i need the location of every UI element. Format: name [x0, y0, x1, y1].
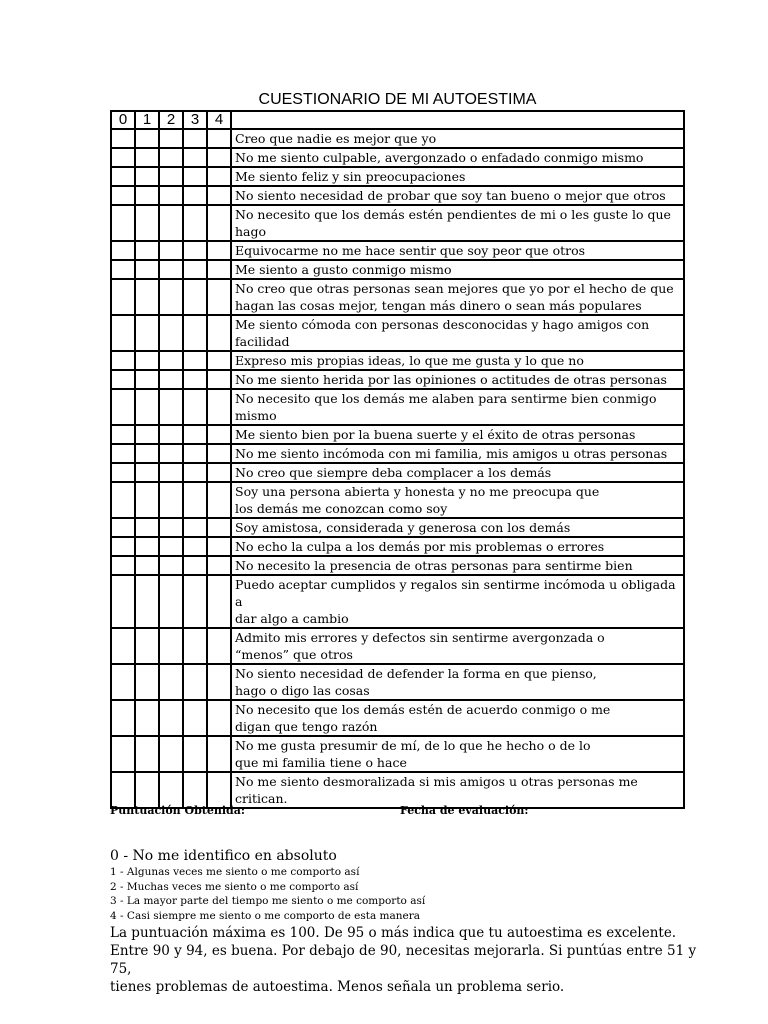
scale-header-4: 4: [207, 111, 231, 129]
statement-row: [111, 389, 684, 425]
table-header-row: [111, 111, 684, 129]
score-box-2[interactable]: [159, 279, 183, 315]
score-box-0[interactable]: [111, 389, 135, 425]
statement-row: [111, 129, 684, 148]
statement-cell: [231, 518, 684, 537]
legend-level-2: 2 - Muchas veces me siento o me comporto así: [110, 880, 359, 893]
score-box-0[interactable]: [111, 736, 135, 772]
statement-text: No me gusta presumir de mí, de lo que he hecho o de lo: [235, 738, 591, 753]
scoring-legend: [110, 848, 700, 996]
score-box-4[interactable]: [207, 315, 231, 351]
score-box-3[interactable]: [183, 186, 207, 205]
score-label: Puntuación Obtenida:: [110, 804, 245, 817]
statement-row: [111, 241, 684, 260]
score-box-2[interactable]: [159, 736, 183, 772]
statement-text: No necesito que los demás me alaben para sentirme bien conmigo: [235, 391, 657, 406]
statement-text: No me siento culpable, avergonzado o enfadado conmigo mismo: [235, 150, 644, 165]
score-box-4[interactable]: [207, 736, 231, 772]
statement-text: critican.: [235, 791, 288, 806]
score-box-2[interactable]: [159, 241, 183, 260]
statement-text: que mi familia tiene o hace: [235, 755, 407, 770]
score-box-3[interactable]: [183, 315, 207, 351]
score-box-4[interactable]: [207, 167, 231, 186]
score-box-0[interactable]: [111, 556, 135, 575]
score-box-3[interactable]: [183, 537, 207, 556]
statement-text: Me siento cómoda con personas desconocidas y hago amigos con: [235, 317, 650, 332]
score-box-0[interactable]: [111, 241, 135, 260]
score-box-1[interactable]: [135, 148, 159, 167]
score-box-4[interactable]: [207, 772, 231, 808]
statement-text: No siento necesidad de defender la forma en que pienso,: [235, 666, 597, 681]
score-box-4[interactable]: [207, 186, 231, 205]
statement-text: digan que tengo razón: [235, 719, 378, 734]
statement-row: [111, 628, 684, 664]
statement-row: [111, 148, 684, 167]
score-box-2[interactable]: [159, 425, 183, 444]
score-box-4[interactable]: [207, 148, 231, 167]
score-box-3[interactable]: [183, 241, 207, 260]
statement-text: “menos” que otros: [235, 647, 353, 662]
scale-header-1: 1: [135, 111, 159, 129]
score-box-2[interactable]: [159, 167, 183, 186]
score-box-4[interactable]: [207, 425, 231, 444]
statement-text: No me siento herida por las opiniones o actitudes de otras personas: [235, 372, 667, 387]
score-box-4[interactable]: [207, 241, 231, 260]
score-box-3[interactable]: [183, 425, 207, 444]
statement-cell: [231, 700, 684, 736]
questionnaire-title: CUESTIONARIO DE MI AUTOESTIMA: [258, 91, 537, 108]
legend-level-1: 1 - Algunas veces me siento o me comporto así: [110, 866, 360, 878]
score-box-0[interactable]: [111, 279, 135, 315]
statement-cell: [231, 575, 684, 628]
statement-cell: [231, 482, 684, 518]
score-box-1[interactable]: [135, 279, 159, 315]
score-box-2[interactable]: [159, 518, 183, 537]
score-box-0[interactable]: [111, 129, 135, 148]
statement-row: [111, 664, 684, 700]
statement-text: No creo que siempre deba complacer a los demás: [235, 465, 552, 480]
score-box-1[interactable]: [135, 537, 159, 556]
statement-text: Me siento a gusto conmigo mismo: [235, 262, 452, 277]
score-box-0[interactable]: [111, 167, 135, 186]
statement-text: Soy una persona abierta y honesta y no me preocupa que: [235, 484, 600, 499]
statement-row: [111, 556, 684, 575]
score-box-4[interactable]: [207, 482, 231, 518]
score-box-0[interactable]: [111, 664, 135, 700]
score-box-4[interactable]: [207, 628, 231, 664]
score-box-4[interactable]: [207, 556, 231, 575]
score-box-3[interactable]: [183, 351, 207, 370]
score-box-1[interactable]: [135, 260, 159, 279]
score-box-1[interactable]: [135, 129, 159, 148]
score-box-2[interactable]: [159, 537, 183, 556]
statement-row: [111, 537, 684, 556]
statement-cell: [231, 463, 684, 482]
score-box-0[interactable]: [111, 772, 135, 808]
statement-text: hago: [235, 224, 267, 239]
score-box-0[interactable]: [111, 518, 135, 537]
score-box-3[interactable]: [183, 129, 207, 148]
score-box-3[interactable]: [183, 444, 207, 463]
statement-cell: [231, 389, 684, 425]
score-box-4[interactable]: [207, 279, 231, 315]
statement-text: No echo la culpa a los demás por mis problemas o errores: [235, 539, 605, 554]
statement-cell: [231, 148, 684, 167]
score-box-2[interactable]: [159, 370, 183, 389]
score-box-4[interactable]: [207, 575, 231, 628]
score-box-3[interactable]: [183, 628, 207, 664]
legend-level-0: 0 - No me identifico en absoluto: [110, 848, 337, 864]
score-box-0[interactable]: [111, 628, 135, 664]
score-box-3[interactable]: [183, 772, 207, 808]
score-box-1[interactable]: [135, 664, 159, 700]
interpretation-paragraph: [110, 924, 700, 996]
interpretation-line: La puntuación máxima es 100. De 95 o más indica que tu autoestima es excelente.: [110, 925, 677, 941]
score-box-4[interactable]: [207, 205, 231, 241]
score-box-3[interactable]: [183, 148, 207, 167]
statement-text: facilidad: [235, 334, 290, 349]
score-box-4[interactable]: [207, 463, 231, 482]
score-box-3[interactable]: [183, 389, 207, 425]
score-box-0[interactable]: [111, 444, 135, 463]
statement-cell: [231, 370, 684, 389]
score-box-1[interactable]: [135, 628, 159, 664]
score-box-3[interactable]: [183, 736, 207, 772]
score-box-3[interactable]: [183, 482, 207, 518]
statement-row: [111, 482, 684, 518]
score-box-2[interactable]: [159, 315, 183, 351]
score-box-3[interactable]: [183, 260, 207, 279]
score-box-4[interactable]: [207, 260, 231, 279]
score-box-0[interactable]: [111, 315, 135, 351]
score-box-1[interactable]: [135, 425, 159, 444]
statement-header: [231, 111, 684, 129]
score-box-0[interactable]: [111, 351, 135, 370]
score-box-1[interactable]: [135, 556, 159, 575]
score-box-0[interactable]: [111, 537, 135, 556]
statement-row: [111, 315, 684, 351]
score-box-1[interactable]: [135, 463, 159, 482]
statement-text: Me siento bien por la buena suerte y el éxito de otras personas: [235, 427, 636, 442]
statement-row: [111, 279, 684, 315]
score-box-3[interactable]: [183, 370, 207, 389]
interpretation-line: tienes problemas de autoestima. Menos señala un problema serio.: [110, 979, 565, 995]
questionnaire-table: [110, 110, 685, 809]
statement-cell: [231, 315, 684, 351]
statement-row: [111, 463, 684, 482]
date-label: Fecha de evaluación:: [400, 804, 529, 817]
score-box-2[interactable]: [159, 186, 183, 205]
score-box-3[interactable]: [183, 463, 207, 482]
scale-header-3: 3: [183, 111, 207, 129]
score-box-1[interactable]: [135, 241, 159, 260]
statement-text: dar algo a cambio: [235, 611, 349, 626]
score-box-4[interactable]: [207, 518, 231, 537]
score-box-1[interactable]: [135, 575, 159, 628]
statement-text: Puedo aceptar cumplidos y regalos sin sentirme incómoda u obligada a: [235, 577, 676, 609]
statement-text: No necesito que los demás estén pendientes de mi o les guste lo que: [235, 207, 671, 222]
statement-text: Me siento feliz y sin preocupaciones: [235, 169, 466, 184]
score-box-2[interactable]: [159, 463, 183, 482]
score-box-4[interactable]: [207, 444, 231, 463]
statement-row: [111, 772, 684, 808]
statement-text: No creo que otras personas sean mejores que yo por el hecho de que: [235, 281, 674, 296]
statement-text: hagan las cosas mejor, tengan más dinero o sean más populares: [235, 298, 642, 313]
score-box-4[interactable]: [207, 389, 231, 425]
score-box-3[interactable]: [183, 205, 207, 241]
score-box-2[interactable]: [159, 260, 183, 279]
score-box-4[interactable]: [207, 351, 231, 370]
statement-row: [111, 186, 684, 205]
score-box-0[interactable]: [111, 425, 135, 444]
statement-cell: [231, 129, 684, 148]
statement-cell: [231, 537, 684, 556]
statement-cell: [231, 167, 684, 186]
statement-text: No me siento desmoralizada si mis amigos u otras personas me: [235, 774, 638, 789]
score-box-2[interactable]: [159, 772, 183, 808]
score-box-4[interactable]: [207, 700, 231, 736]
statement-text: No me siento incómoda con mi familia, mis amigos u otras personas: [235, 446, 668, 461]
statement-cell: [231, 186, 684, 205]
score-box-0[interactable]: [111, 482, 135, 518]
score-box-1[interactable]: [135, 389, 159, 425]
score-box-2[interactable]: [159, 556, 183, 575]
score-box-1[interactable]: [135, 700, 159, 736]
score-box-2[interactable]: [159, 351, 183, 370]
statement-text: mismo: [235, 408, 277, 423]
score-box-0[interactable]: [111, 463, 135, 482]
score-box-2[interactable]: [159, 628, 183, 664]
score-box-1[interactable]: [135, 736, 159, 772]
score-box-3[interactable]: [183, 700, 207, 736]
score-box-1[interactable]: [135, 186, 159, 205]
score-box-4[interactable]: [207, 664, 231, 700]
score-box-2[interactable]: [159, 664, 183, 700]
statement-cell: [231, 260, 684, 279]
statement-row: [111, 518, 684, 537]
statement-row: [111, 425, 684, 444]
statement-row: [111, 167, 684, 186]
statement-cell: [231, 736, 684, 772]
score-box-0[interactable]: [111, 370, 135, 389]
score-box-3[interactable]: [183, 518, 207, 537]
statement-cell: [231, 556, 684, 575]
score-box-3[interactable]: [183, 575, 207, 628]
score-box-1[interactable]: [135, 370, 159, 389]
score-box-4[interactable]: [207, 537, 231, 556]
score-box-0[interactable]: [111, 700, 135, 736]
score-box-1[interactable]: [135, 167, 159, 186]
statement-row: [111, 444, 684, 463]
legend-level-4: 4 - Casi siempre me siento o me comporto de esta manera: [110, 909, 421, 922]
score-box-0[interactable]: [111, 186, 135, 205]
score-box-1[interactable]: [135, 444, 159, 463]
score-box-2[interactable]: [159, 129, 183, 148]
score-box-1[interactable]: [135, 772, 159, 808]
statement-text: hago o digo las cosas: [235, 683, 370, 698]
statement-text: No necesito la presencia de otras personas para sentirme bien: [235, 558, 633, 573]
statement-row: [111, 205, 684, 241]
statement-text: No siento necesidad de probar que soy tan bueno o mejor que otros: [235, 188, 666, 203]
score-box-1[interactable]: [135, 518, 159, 537]
score-box-2[interactable]: [159, 205, 183, 241]
score-box-1[interactable]: [135, 351, 159, 370]
statement-text: los demás me conozcan como soy: [235, 501, 448, 516]
score-box-2[interactable]: [159, 389, 183, 425]
score-box-1[interactable]: [135, 482, 159, 518]
score-box-0[interactable]: [111, 205, 135, 241]
statement-cell: [231, 279, 684, 315]
statement-row: [111, 736, 684, 772]
interpretation-line: Entre 90 y 94, es buena. Por debajo de 90, necesitas mejorarla. Si puntúas entre 51 y 75,: [110, 943, 697, 977]
statement-text: Soy amistosa, considerada y generosa con los demás: [235, 520, 571, 535]
statement-cell: [231, 772, 684, 808]
statement-row: [111, 700, 684, 736]
score-box-2[interactable]: [159, 700, 183, 736]
score-box-4[interactable]: [207, 129, 231, 148]
statement-text: No necesito que los demás estén de acuerdo conmigo o me: [235, 702, 611, 717]
statement-cell: [231, 351, 684, 370]
statement-text: Creo que nadie es mejor que yo: [235, 131, 437, 146]
statement-row: [111, 351, 684, 370]
legend-level-3: 3 - La mayor parte del tiempo me siento o me comporto así: [110, 895, 426, 907]
score-box-0[interactable]: [111, 575, 135, 628]
statement-cell: [231, 628, 684, 664]
score-box-2[interactable]: [159, 482, 183, 518]
statement-cell: [231, 241, 684, 260]
score-box-1[interactable]: [135, 315, 159, 351]
score-box-0[interactable]: [111, 260, 135, 279]
score-box-0[interactable]: [111, 148, 135, 167]
statement-cell: [231, 664, 684, 700]
statement-row: [111, 260, 684, 279]
statement-cell: [231, 425, 684, 444]
score-box-3[interactable]: [183, 279, 207, 315]
scale-header-0: 0: [111, 111, 135, 129]
statement-text: Equivocarme no me hace sentir que soy peor que otros: [235, 243, 586, 258]
score-box-1[interactable]: [135, 205, 159, 241]
score-box-2[interactable]: [159, 444, 183, 463]
score-box-3[interactable]: [183, 556, 207, 575]
score-box-2[interactable]: [159, 575, 183, 628]
statement-cell: [231, 205, 684, 241]
score-box-3[interactable]: [183, 167, 207, 186]
scale-header-2: 2: [159, 111, 183, 129]
statement-text: Admito mis errores y defectos sin sentirme avergonzada o: [235, 630, 605, 645]
statement-row: [111, 575, 684, 628]
score-box-4[interactable]: [207, 370, 231, 389]
statement-row: [111, 370, 684, 389]
score-box-2[interactable]: [159, 148, 183, 167]
statement-text: Expreso mis propias ideas, lo que me gusta y lo que no: [235, 353, 584, 368]
statement-cell: [231, 444, 684, 463]
score-box-3[interactable]: [183, 664, 207, 700]
